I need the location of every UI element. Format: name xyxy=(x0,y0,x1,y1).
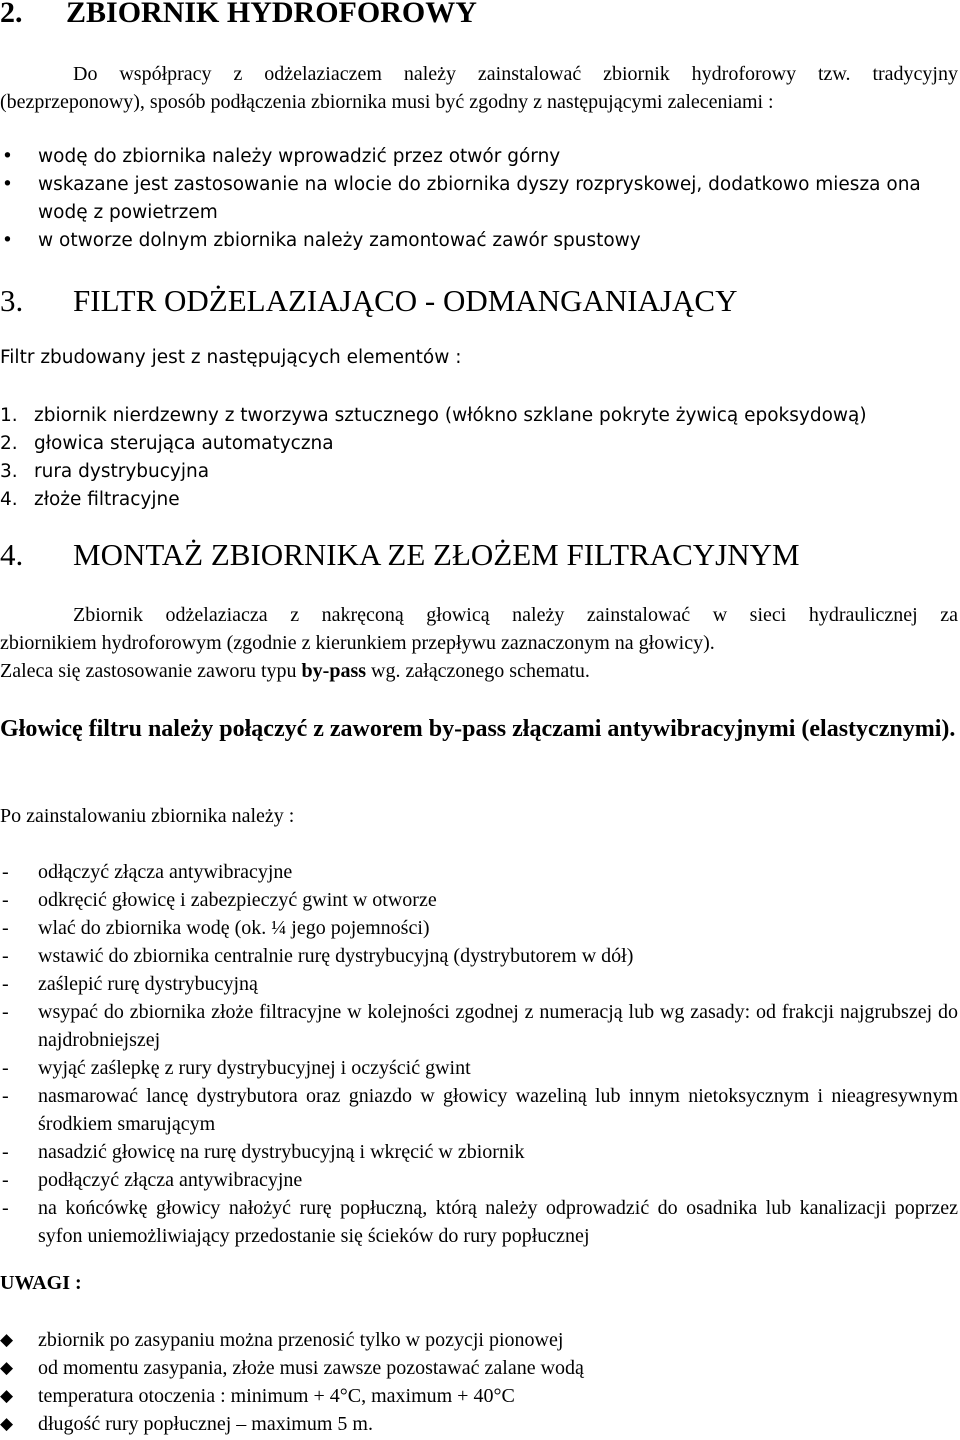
dash-marker: - xyxy=(2,1001,9,1023)
dash-marker: - xyxy=(2,973,9,995)
list-item-text: zbiornik nierdzewny z tworzywa sztucznego (włókno szklane pokryte żywicą epoksydową) xyxy=(34,405,867,426)
notes-heading: UWAGI : xyxy=(0,1272,82,1294)
section-3-intro: Filtr zbudowany jest z następujących elementów : xyxy=(0,347,462,368)
list-item xyxy=(0,1410,584,1438)
list-item xyxy=(0,914,958,942)
list-item-text: na końcówkę głowicy nałożyć rurę popłuczną, którą należy odprowadzić do osadnika lub kanalizacji poprzez syfon uniemożliwiający przedostanie się ścieków do rury popłucznej xyxy=(38,1197,958,1247)
list-item-text: zaślepić rurę dystrybucyjną xyxy=(38,973,258,995)
installation-steps-list xyxy=(0,858,958,1250)
list-item-text: wyjąć zaślepkę z rury dystrybucyjnej i oczyścić gwint xyxy=(38,1057,471,1079)
list-item-text: odkręcić głowicę i zabezpieczyć gwint w otworze xyxy=(38,889,437,911)
list-item-text: podłączyć złącza antywibracyjne xyxy=(38,1169,303,1191)
list-item xyxy=(0,1326,584,1354)
diamond-bullet-icon: ◆ xyxy=(0,1358,14,1378)
list-item-number: 3. xyxy=(0,461,18,482)
list-item-text: wstawić do zbiornika centralnie rurę dystrybucyjną (dystrybutorem w dół) xyxy=(38,945,634,967)
section-4-paragraph-line-3-end: wg. załączonego schematu. xyxy=(366,660,590,682)
dash-marker: - xyxy=(2,917,9,939)
post-install-intro: Po zainstalowaniu zbiornika należy : xyxy=(0,805,295,827)
section-3-title: FILTR ODŻELAZIAJĄCO - ODMANGANIAJĄCY xyxy=(73,283,738,318)
list-item xyxy=(0,1082,958,1138)
list-item-text: rura dystrybucyjna xyxy=(34,461,210,482)
list-item xyxy=(0,430,867,458)
list-item xyxy=(0,1138,958,1166)
section-4-title: MONTAŻ ZBIORNIKA ZE ZŁOŻEM FILTRACYJNYM xyxy=(73,537,800,572)
list-item-text: nasadzić głowicę na rurę dystrybucyjną i wkręcić w zbiornik xyxy=(38,1141,525,1163)
list-item-text: odłączyć złącza antywibracyjne xyxy=(38,861,293,883)
bullet-icon: • xyxy=(2,174,13,195)
diamond-bullet-icon: ◆ xyxy=(0,1414,14,1434)
list-item-text: od momentu zasypania, złoże musi zawsze pozostawać zalane wodą xyxy=(38,1357,584,1379)
list-item xyxy=(0,970,958,998)
list-item-text: głowica sterująca automatyczna xyxy=(34,433,334,454)
section-2-intro-line-1: Do współpracy z odżelaziaczem należy zainstalować zbiornik hydroforowy tzw. tradycyjny xyxy=(73,63,958,85)
list-item-text: długość rury popłucznej – maximum 5 m. xyxy=(38,1413,373,1435)
dash-marker: - xyxy=(2,1057,9,1079)
notes-list xyxy=(0,1326,584,1438)
section-2-heading xyxy=(0,0,477,30)
list-item xyxy=(0,486,867,514)
list-item-text: temperatura otoczenia : minimum + 4°C, maximum + 40°C xyxy=(38,1385,515,1407)
bypass-term: by-pass xyxy=(301,660,367,682)
dash-marker: - xyxy=(2,1169,9,1191)
dash-marker: - xyxy=(2,1197,9,1219)
section-3-number: 3. xyxy=(0,283,24,318)
section-2-intro xyxy=(0,60,958,116)
list-item-number: 2. xyxy=(0,433,18,454)
list-item xyxy=(0,1166,958,1194)
list-item xyxy=(0,998,958,1054)
diamond-bullet-icon: ◆ xyxy=(0,1386,14,1406)
list-item-text: wsypać do zbiornika złoże filtracyjne w kolejności zgodnej z numeracją lub wg zasady: od frakcji najgrubszej do najdrobniejszej xyxy=(38,1001,958,1051)
dash-marker: - xyxy=(2,945,9,967)
list-item xyxy=(0,1194,958,1250)
list-item xyxy=(0,858,958,886)
section-2-bullet-list xyxy=(0,143,960,255)
section-2-number: 2. xyxy=(0,0,23,29)
list-item xyxy=(0,1354,584,1382)
section-4-paragraph xyxy=(0,601,958,685)
diamond-bullet-icon: ◆ xyxy=(0,1330,14,1350)
bullet-icon: • xyxy=(2,146,13,167)
list-item xyxy=(0,171,960,227)
list-item xyxy=(0,942,958,970)
list-item-number: 4. xyxy=(0,489,18,510)
list-item-text: w otworze dolnym zbiornika należy zamontować zawór spustowy xyxy=(38,230,641,251)
bypass-connection-note: Głowicę filtru należy połączyć z zaworem by-pass złączami antywibracyjnymi (elastycznymi). xyxy=(0,716,956,742)
list-item xyxy=(0,227,960,255)
list-item xyxy=(0,143,960,171)
list-item-text: wodę do zbiornika należy wprowadzić przez otwór górny xyxy=(38,146,561,167)
section-4-paragraph-line-2: zbiornikiem hydroforowym (zgodnie z kierunkiem przepływu zaznaczonym na głowicy). xyxy=(0,632,715,654)
list-item xyxy=(0,886,958,914)
section-4-paragraph-line-3-start: Zaleca się zastosowanie zaworu typu xyxy=(0,660,302,682)
dash-marker: - xyxy=(2,1085,9,1107)
list-item-text: nasmarować lancę dystrybutora oraz gniazdo w głowicy wazeliną lub innym nietoksycznym i nieagresywnym środkiem smarującym xyxy=(38,1085,958,1135)
list-item xyxy=(0,1382,584,1410)
section-2-title: ZBIORNIK HYDROFOROWY xyxy=(66,0,477,29)
section-4-heading xyxy=(0,537,800,573)
section-3-numbered-list xyxy=(0,402,867,514)
list-item xyxy=(0,458,867,486)
list-item xyxy=(0,1054,958,1082)
section-4-paragraph-line-1: Zbiornik odżelaziacza z nakręconą głowicą należy zainstalować w sieci hydraulicznej za xyxy=(73,604,958,626)
list-item-text: wskazane jest zastosowanie na wlocie do zbiornika dyszy rozpryskowej, dodatkowo miesza ona wodę z powietrzem xyxy=(38,174,921,223)
list-item-text: wlać do zbiornika wodę (ok. ¼ jego pojemności) xyxy=(38,917,430,939)
dash-marker: - xyxy=(2,861,9,883)
list-item-number: 1. xyxy=(0,405,18,426)
dash-marker: - xyxy=(2,889,9,911)
list-item-text: zbiornik po zasypaniu można przenosić tylko w pozycji pionowej xyxy=(38,1329,564,1351)
section-4-number: 4. xyxy=(0,537,24,572)
section-3-heading xyxy=(0,283,737,319)
list-item xyxy=(0,402,867,430)
bullet-icon: • xyxy=(2,230,13,251)
dash-marker: - xyxy=(2,1141,9,1163)
section-2-intro-line-2: (bezprzeponowy), sposób podłączenia zbiornika musi być zgodny z następującymi zaleceniami : xyxy=(0,91,774,113)
list-item-text: złoże filtracyjne xyxy=(34,489,180,510)
